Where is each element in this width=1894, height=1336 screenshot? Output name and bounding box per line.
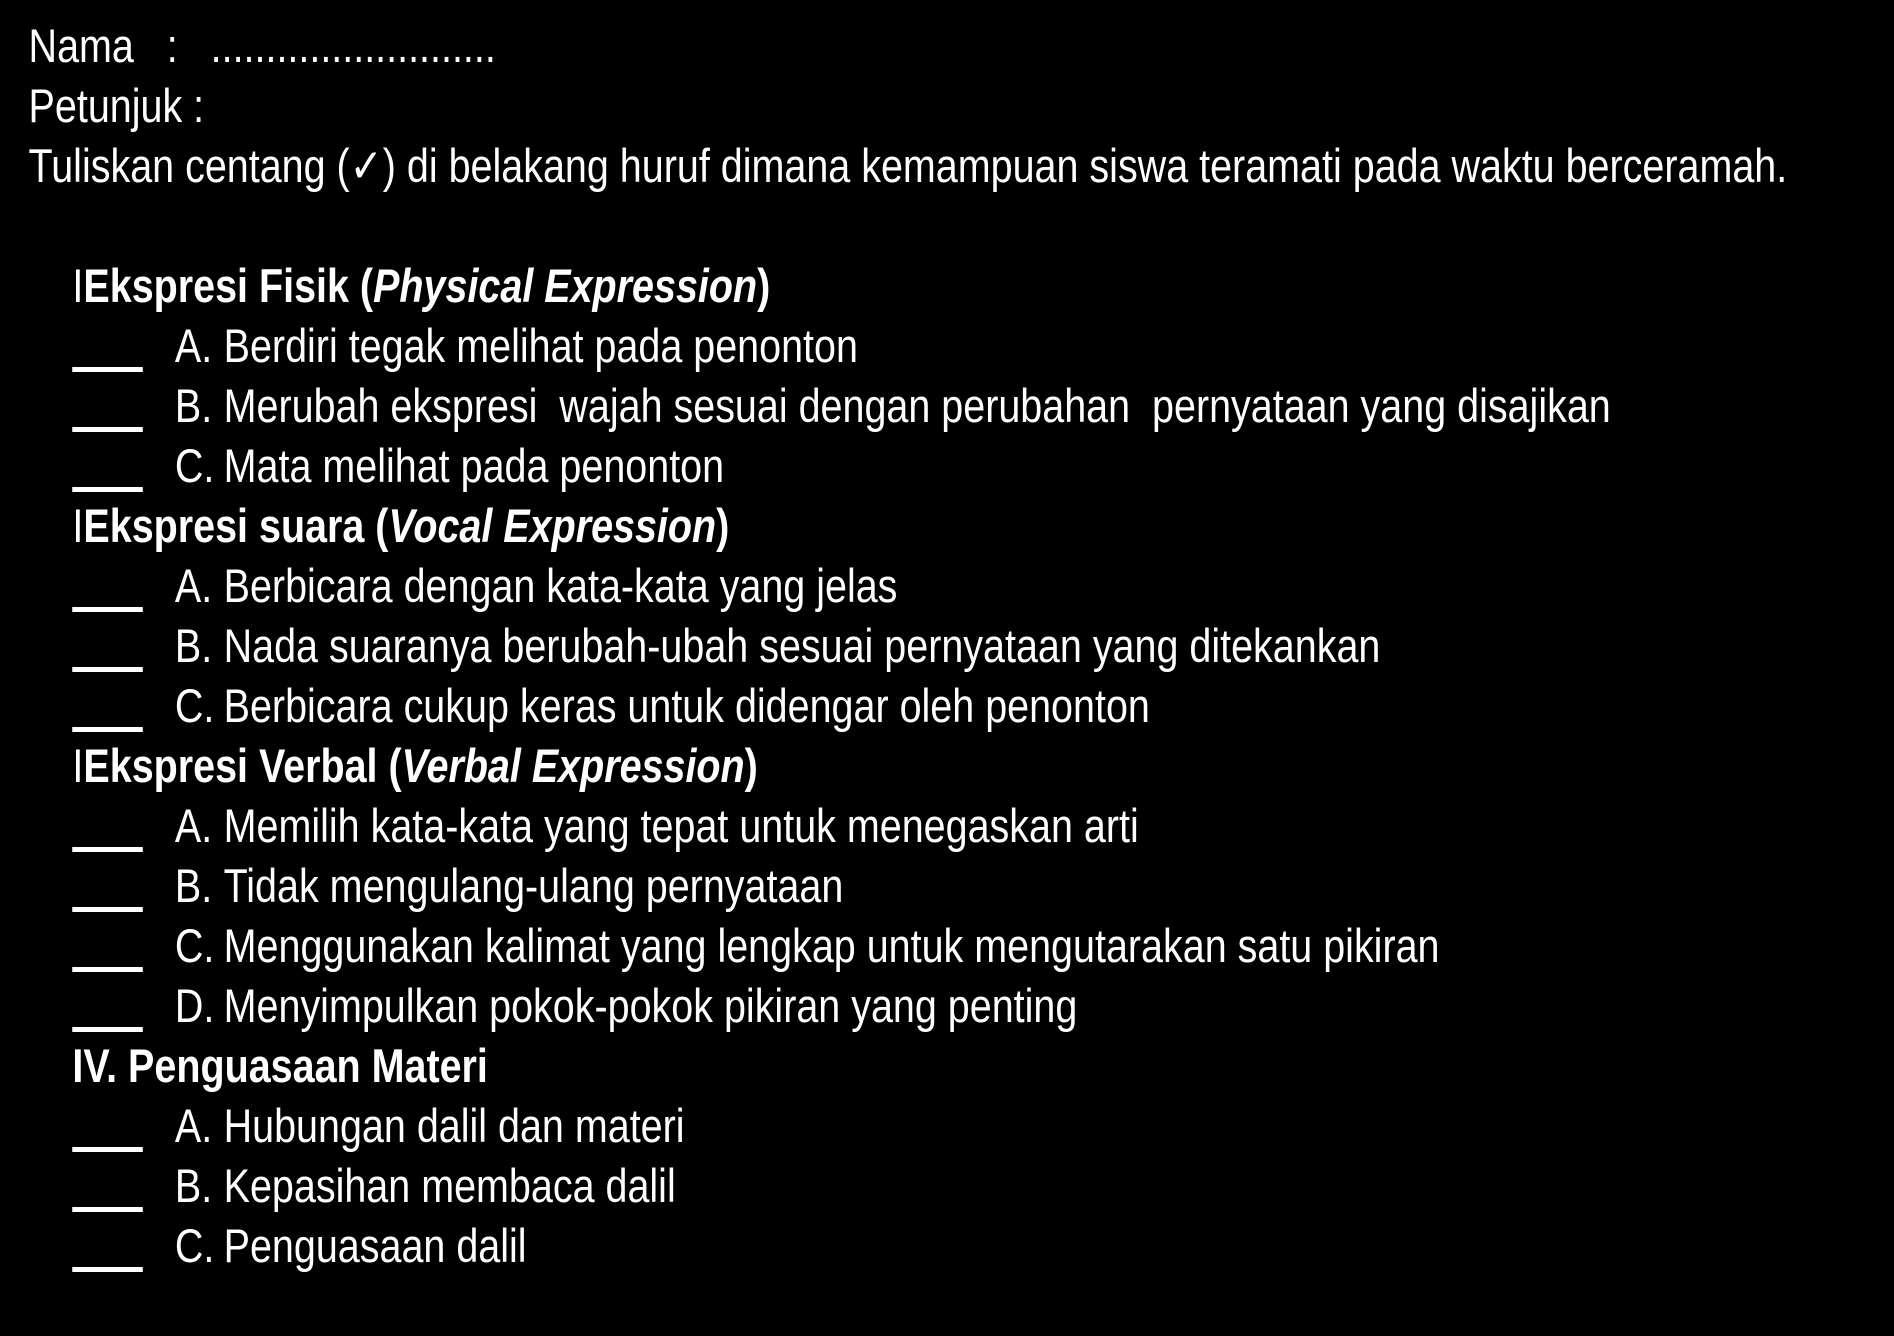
item-text: Berdiri tegak melihat pada penonton: [223, 319, 858, 372]
section-title-close: ): [716, 499, 730, 552]
section-title-english: Verbal Expression: [401, 739, 745, 792]
item-letter: D.: [174, 979, 215, 1032]
item-text: Menggunakan kalimat yang lengkap untuk mengutarakan satu pikiran: [223, 919, 1440, 972]
section-numeral: I: [72, 739, 84, 792]
petunjuk-label: Petunjuk :: [28, 79, 205, 132]
section-title-close: ): [744, 739, 758, 792]
item-letter: C.: [174, 1219, 215, 1272]
item-letter: C.: [174, 919, 215, 972]
section-title: Ekspresi suara (: [83, 499, 389, 552]
answer-blank[interactable]: [72, 1197, 143, 1212]
answer-blank[interactable]: [72, 837, 143, 852]
item-letter: A.: [174, 1099, 213, 1152]
item-text: Mata melihat pada penonton: [223, 439, 725, 492]
item-letter: B.: [174, 1159, 213, 1212]
section-numeral: I: [72, 499, 84, 552]
section-heading-fisik: [29, 196, 1894, 312]
item-letter: A.: [174, 559, 213, 612]
section-title-english: Physical Expression: [373, 259, 758, 312]
item-text: Berbicara cukup keras untuk didengar oleh penonton: [223, 679, 1150, 732]
item-text: Memilih kata-kata yang tepat untuk menegaskan arti: [223, 799, 1139, 852]
item-text: Berbicara dengan kata-kata yang jelas: [223, 559, 898, 612]
answer-blank[interactable]: [72, 657, 143, 672]
item-text: Menyimpulkan pokok-pokok pikiran yang penting: [223, 979, 1078, 1032]
section-title: Ekspresi Verbal (: [83, 739, 402, 792]
item-text: Hubungan dalil dan materi: [223, 1099, 685, 1152]
item-text: Merubah ekspresi wajah sesuai dengan perubahan pernyataan yang disajikan: [223, 379, 1611, 432]
item-text: Kepasihan membaca dalil: [223, 1159, 676, 1212]
section-numeral: I: [72, 259, 84, 312]
nama-line[interactable]: Nama : ..........................: [28, 19, 496, 72]
section-title: Ekspresi Fisik (: [83, 259, 374, 312]
instruction-text: Tuliskan centang (✓) di belakang huruf dimana kemampuan siswa teramati pada waktu berceramah.: [28, 139, 1788, 192]
answer-blank[interactable]: [72, 717, 143, 732]
answer-blank[interactable]: [72, 597, 143, 612]
answer-blank[interactable]: [72, 1017, 143, 1032]
item-letter: B.: [174, 859, 213, 912]
item-letter: B.: [174, 379, 213, 432]
answer-blank[interactable]: [72, 957, 143, 972]
item-letter: A.: [174, 319, 213, 372]
item-text: Penguasaan dalil: [223, 1219, 527, 1272]
section-title: Penguasaan Materi: [128, 1039, 488, 1092]
item-text: Nada suaranya berubah-ubah sesuai pernyataan yang ditekankan: [223, 619, 1381, 672]
answer-blank[interactable]: [72, 1137, 143, 1152]
answer-blank[interactable]: [72, 417, 143, 432]
answer-blank[interactable]: [72, 1257, 143, 1272]
section-title-close: ): [757, 259, 771, 312]
answer-blank[interactable]: [72, 357, 143, 372]
item-letter: A.: [174, 799, 213, 852]
section-numeral: IV.: [72, 1039, 129, 1092]
answer-blank[interactable]: [72, 897, 143, 912]
item-letter: C.: [174, 679, 215, 732]
item-letter: B.: [174, 619, 213, 672]
section-title-english: Vocal Expression: [388, 499, 717, 552]
item-text: Tidak mengulang-ulang pernyataan: [223, 859, 844, 912]
item-letter: C.: [174, 439, 215, 492]
answer-blank[interactable]: [72, 477, 143, 492]
